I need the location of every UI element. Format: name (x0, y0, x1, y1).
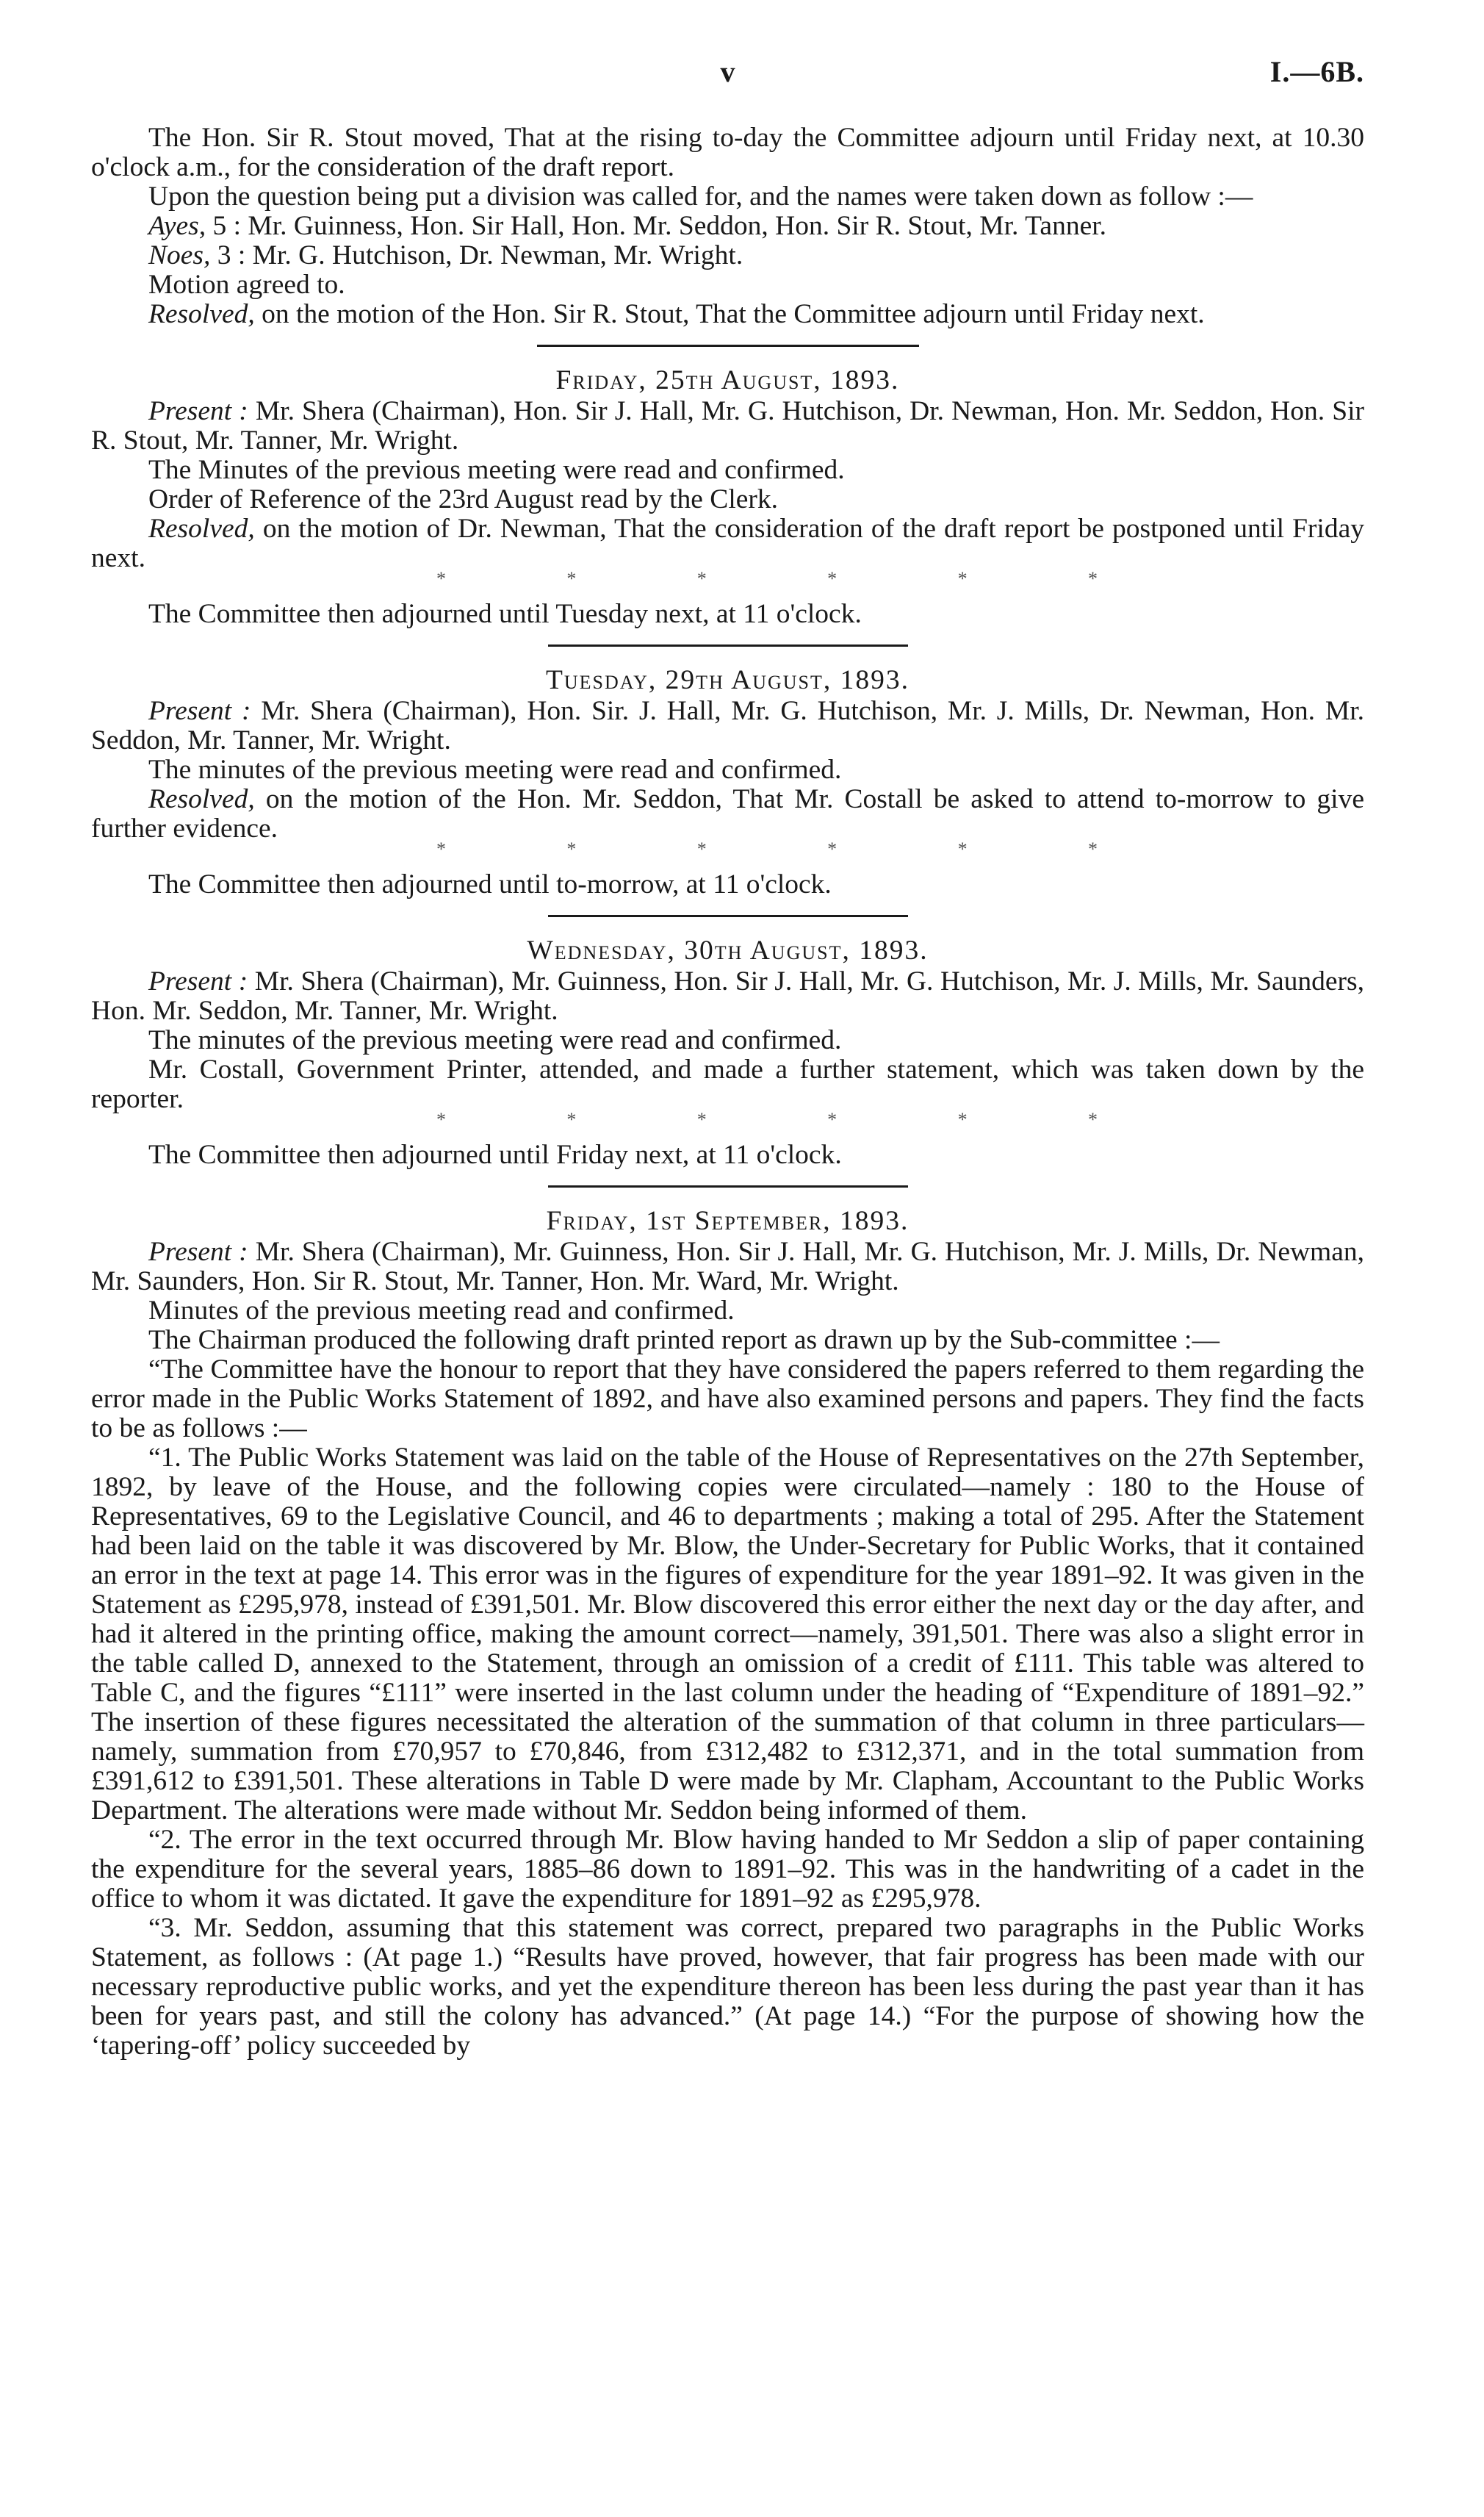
present-text: Mr. Shera (Chairman), Mr. Guinness, Hon. Sir J. Hall, Mr. G. Hutchison, Mr. J. Mills, Mr. Saunders, Hon. Mr. Seddon, Mr. Tanner, Mr. Wright. (91, 966, 1364, 1026)
minutes-line: Minutes of the previous meeting read and confirmed. (148, 1296, 735, 1326)
resolved-text: on the motion of Dr. Newman, That the consideration of the draft report be postponed until Friday next. (91, 514, 1364, 573)
asterisk: * (957, 1109, 968, 1130)
present-label: Present : (148, 1237, 248, 1267)
report-paragraph-3: “3. Mr. Seddon, assuming that this statement was correct, prepared two paragraphs in the Public Works Statement, as follows : (At page 1.) “Results have proved, however, that fair progress has been made with our necessary reproductive public works, and yet the expenditure thereon has been less during the past year than it has been for years past, and still the colony has advanced.” (At page 14.) “For the purpose of showing how the ‘tapering-off’ policy succeeded by (91, 1913, 1364, 2061)
asterisk: * (827, 839, 838, 860)
asterisk: * (696, 568, 707, 589)
asterisk: * (566, 568, 577, 589)
asterisk: * (436, 839, 446, 860)
asterisk: * (566, 1109, 577, 1130)
minutes-line: The Minutes of the previous meeting were read and confirmed. (148, 455, 845, 485)
page-header (91, 57, 1364, 91)
statement-paragraph: Mr. Costall, Government Printer, attended, and made a further statement, which was taken down by the reporter. (91, 1055, 1364, 1114)
noes-text: 3 : Mr. G. Hutchison, Dr. Newman, Mr. Wright. (210, 240, 743, 270)
present-label: Present : (148, 396, 248, 426)
meeting-tuesday-29-august (91, 666, 1364, 900)
meeting-wednesday-30-august (91, 936, 1364, 1170)
omission-asterisks (436, 569, 1098, 589)
present-text: Mr. Shera (Chairman), Mr. Guinness, Hon. Sir J. Hall, Mr. G. Hutchison, Mr. J. Mills, Dr. Newman, Mr. Saunders, Hon. Sir R. Stout, Mr. Tanner, Hon. Mr. Ward, Mr. Wright. (91, 1237, 1364, 1296)
asterisk: * (696, 839, 707, 860)
section-divider (548, 644, 908, 647)
report-paragraph-2: “2. The error in the text occurred through Mr. Blow having handed to Mr Seddon a slip of paper containing the expenditure for the several years, 1885–86 down to 1891–92. This was in the handwriting of a cadet in the office to whom it was dictated. It gave the expenditure for 1891–92 as £295,978. (91, 1825, 1364, 1914)
meeting-date: Tuesday, 29th August, 1893. (545, 665, 910, 695)
asterisk: * (827, 568, 838, 589)
asterisk: * (436, 568, 446, 589)
asterisk: * (696, 1109, 707, 1130)
resolved-paragraph (91, 785, 1364, 844)
page-number: v (720, 55, 735, 88)
motion-agreed: Motion agreed to. (148, 270, 345, 300)
present-text: Mr. Shera (Chairman), Hon. Sir. J. Hall, Mr. G. Hutchison, Mr. J. Mills, Dr. Newman, Hon. Mr. Seddon, Mr. Tanner, Mr. Wright. (91, 696, 1364, 755)
order-of-reference-line: Order of Reference of the 23rd August read by the Clerk. (148, 484, 778, 514)
resolved-paragraph (91, 514, 1364, 573)
resolved-text: on the motion of the Hon. Sir R. Stout, That the Committee adjourn until Friday next. (254, 299, 1205, 329)
adjournment-line: The Committee then adjourned until to-morrow, at 11 o'clock. (148, 869, 832, 900)
present-paragraph (91, 397, 1364, 456)
present-paragraph (91, 697, 1364, 755)
ayes-text: 5 : Mr. Guinness, Hon. Sir Hall, Hon. Mr. Seddon, Hon. Sir R. Stout, Mr. Tanner. (206, 211, 1107, 241)
ayes-label: Ayes, (148, 211, 206, 241)
minutes-line: The minutes of the previous meeting were read and confirmed. (148, 755, 842, 785)
resolved-paragraph (91, 300, 1364, 329)
section-divider (548, 1185, 908, 1188)
section-divider (537, 345, 919, 347)
present-label: Present : (148, 966, 248, 997)
asterisk: * (957, 568, 968, 589)
division-paragraph: Upon the question being put a division was called for, and the names were taken down as follow :— (148, 182, 1253, 212)
meeting-continued (91, 123, 1364, 329)
adjournment-line: The Committee then adjourned until Tuesday next, at 11 o'clock. (148, 599, 862, 629)
omission-asterisks (436, 839, 1098, 860)
resolved-text: on the motion of the Hon. Mr. Seddon, That Mr. Costall be asked to attend to-morrow to give further evidence. (91, 784, 1364, 844)
ayes-line (91, 212, 1364, 241)
present-text: Mr. Shera (Chairman), Hon. Sir J. Hall, Mr. G. Hutchison, Dr. Newman, Hon. Mr. Seddon, Hon. Sir R. Stout, Mr. Tanner, Mr. Wright. (91, 396, 1364, 456)
present-paragraph (91, 1238, 1364, 1296)
noes-label: Noes, (148, 240, 211, 270)
present-label: Present : (148, 696, 251, 726)
adjournment-line: The Committee then adjourned until Friday next, at 11 o'clock. (148, 1140, 842, 1170)
resolved-label: Resolved, (148, 299, 255, 329)
meeting-friday-1-september (91, 1207, 1364, 2061)
report-intro-paragraph: “The Committee have the honour to report that they have considered the papers referred to them regarding the error made in the Public Works Statement of 1892, and have also examined persons and papers. They find the facts to be as follows :— (91, 1354, 1364, 1443)
meeting-date: Friday, 1st September, 1893. (546, 1206, 910, 1236)
asterisk: * (1087, 839, 1098, 860)
section-divider (548, 915, 908, 917)
asterisk: * (1087, 568, 1098, 589)
paper-reference: I.—6B. (1269, 55, 1364, 88)
meeting-friday-25-august (91, 366, 1364, 629)
minutes-line: The minutes of the previous meeting were read and confirmed. (148, 1025, 842, 1055)
asterisk: * (957, 839, 968, 860)
asterisk: * (1087, 1109, 1098, 1130)
omission-asterisks (436, 1110, 1098, 1130)
noes-line (91, 241, 1364, 270)
resolved-label: Resolved, (148, 514, 255, 544)
asterisk: * (566, 839, 577, 860)
report-paragraph-1: “1. The Public Works Statement was laid on the table of the House of Representatives on the 27th September, 1892, by leave of the House, and the following copies were circulated—namely : 180 to the House of Representatives, 69 to the Legislative Council, and 46 to departments ; making a total of 295. After the Statement had been laid on the table it was discovered by Mr. Blow, the Under-Secretary for Public Works, that it contained an error in the text at page 14. This error was in the figures of expenditure for the year 1891–92. It was given in the Statement as £295,978, instead of £391,501. Mr. Blow discovered this error either the next day or the day after, and had it altered in the printing office, making the amount correct—namely, 391,501. There was also a slight error in the table called D, annexed to the Statement, through an omission of a credit of £111. This table was altered to Table C, and the figures “£111” were inserted in the last column under the heading of “Expenditure of 1891–92.” The insertion of these figures necessitated the alteration of the summation of that column in three particulars—namely, summation from £70,957 to £70,846, from £312,482 to £312,371, and in the total summation from £391,612 to £391,501. These alterations in Table D were made by Mr. Clapham, Accountant to the Public Works Department. The alterations were made without Mr. Seddon being informed of them. (91, 1443, 1364, 1825)
asterisk: * (827, 1109, 838, 1130)
resolved-label: Resolved, (148, 784, 255, 814)
chairman-paragraph: The Chairman produced the following draft printed report as drawn up by the Sub-committee :— (148, 1325, 1220, 1355)
document-body (91, 123, 1364, 2061)
motion-paragraph: The Hon. Sir R. Stout moved, That at the rising to-day the Committee adjourn until Friday next, at 10.30 o'clock a.m., for the consideration of the draft report. (91, 123, 1364, 182)
present-paragraph (91, 967, 1364, 1026)
asterisk: * (436, 1109, 446, 1130)
meeting-date: Friday, 25th August, 1893. (555, 365, 900, 395)
meeting-date: Wednesday, 30th August, 1893. (527, 936, 929, 966)
